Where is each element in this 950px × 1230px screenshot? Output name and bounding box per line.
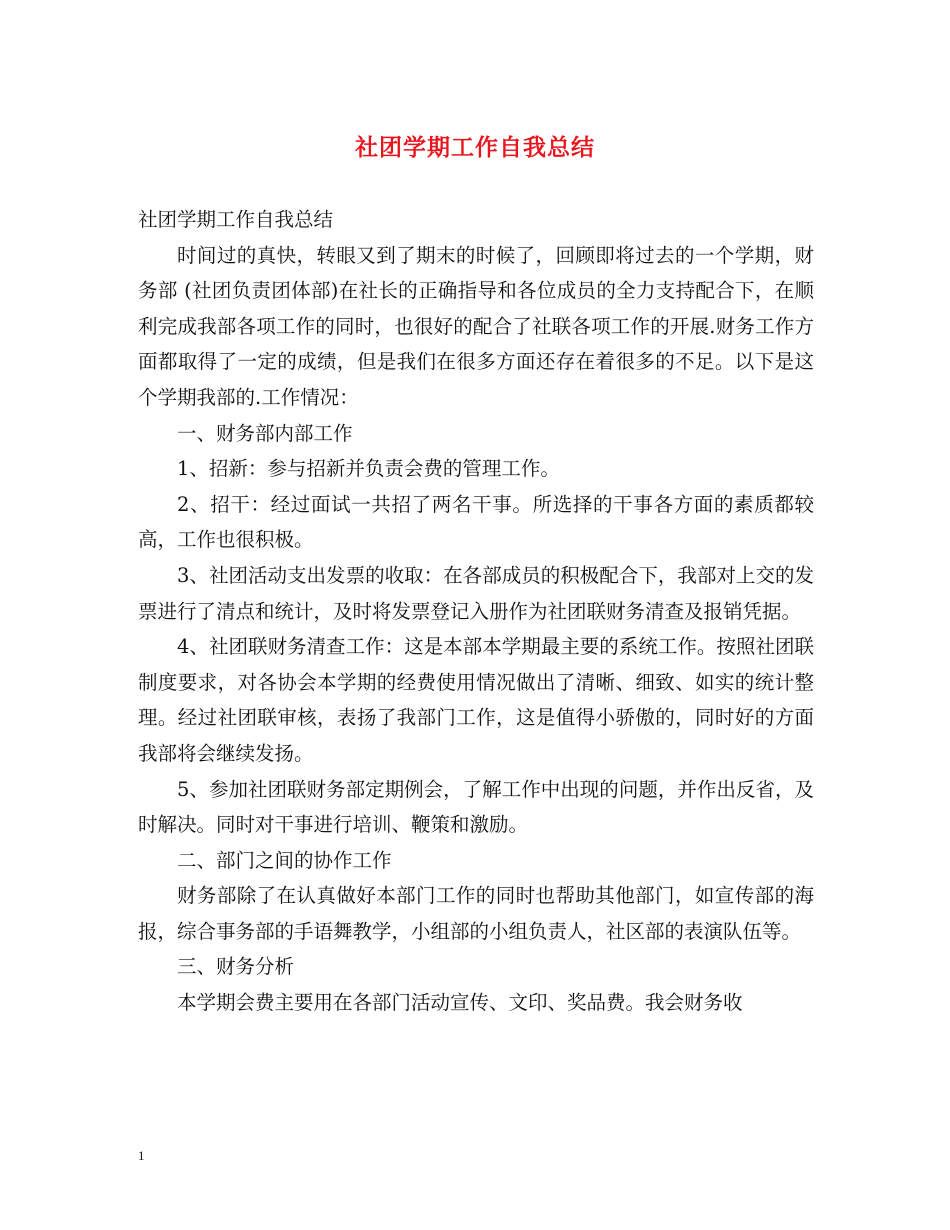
document-title: 社团学期工作自我总结 [355, 134, 595, 161]
section-heading-collaboration: 二、部门之间的协作工作 [177, 848, 392, 872]
paragraph-subtitle: 社团学期工作自我总结 [138, 208, 334, 231]
paragraph-item-4: 4、社团联财务清查工作：这是本部本学期最主要的系统工作。按照社团联制度要求，对各协会本学期的经费使用情况做出了清晰、细致、如实的统计整理。经过社团联审核，表扬了我部门工作，这是值得小骄傲的，同时好的方面我部将会继续发扬。 [138, 635, 814, 765]
paragraph-item-5: 5、参加社团联财务部定期例会，了解工作中出现的问题，并作出反省，及时解决。同时对干事进行培训、鞭策和激励。 [138, 777, 814, 837]
section-heading-internal-work: 一、财务部内部工作 [177, 421, 353, 445]
paragraph-item-3: 3、社团活动支出发票的收取：在各部成员的积极配合下，我部对上交的发票进行了清点和统计，及时将发票登记入册作为社团联财务清查及报销凭据。 [138, 563, 814, 623]
paragraph-item-2: 2、招干：经过面试一共招了两名干事。所选择的干事各方面的素质都较高，工作也很积极。 [138, 492, 814, 552]
paragraph-item-1: 1、招新：参与招新并负责会费的管理工作。 [177, 457, 560, 481]
page-number: 1 [138, 1148, 145, 1163]
paragraph-financial-analysis: 本学期会费主要用在各部门活动宣传、文印、奖品费。我会财务收 [177, 991, 743, 1015]
paragraph-collaboration: 财务部除了在认真做好本部门工作的同时也帮助其他部门，如宣传部的海报，综合事务部的手语舞教学，小组部的小组负责人，社区部的表演队伍等。 [138, 884, 814, 943]
document-body [138, 202, 814, 1021]
section-heading-financial-analysis: 三、财务分析 [177, 955, 295, 979]
paragraph-intro: 时间过的真快，转眼又到了期末的时候了，回顾即将过去的一个学期，财务部 (社团负责团体部)在社长的正确指导和各位成员的全力支持配合下，在顺利完成我部各项工作的同时，也很好的配合了社联各项工作的开展.财务工作方面都取得了一定的成绩，但是我们在很多方面还存在着很多的不足。以下是这个学期我部的.工作情况： [138, 243, 814, 409]
